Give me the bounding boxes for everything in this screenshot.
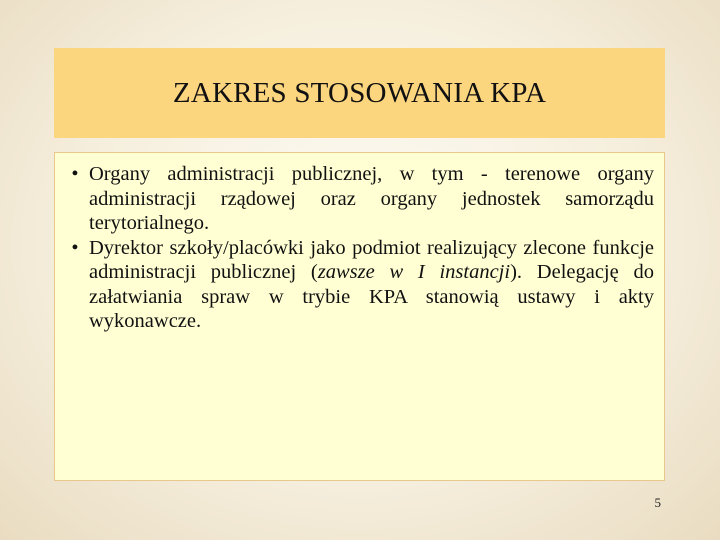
bullet-icon: • xyxy=(71,163,79,185)
bullet-list xyxy=(55,153,664,334)
bullet-text: Organy administracji publicznej, w tym - terenowe organy administracji rządowej oraz organy jednostek samorządu terytorialnego. xyxy=(89,163,654,234)
slide-title: ZAKRES STOSOWANIA KPA xyxy=(172,76,547,109)
page-number: 5 xyxy=(654,495,661,510)
bullet-text-after: ). Delegację do załatwiania spraw w trybie KPA stanowią ustawy i akty wykonawcze. xyxy=(89,261,654,332)
bullet-text-before: Dyrektor szkoły/placówki jako podmiot realizujący zlecone funkcje administracji publicznej ( xyxy=(89,236,654,283)
bullet-icon: • xyxy=(71,236,79,259)
bullet-item-dyrektor xyxy=(61,236,654,334)
bullet-item-organy xyxy=(61,162,654,236)
slide-content-box xyxy=(54,152,665,481)
slide-title-box xyxy=(54,48,665,138)
bullet-text-italic: zawsze w I instancji xyxy=(317,261,511,283)
